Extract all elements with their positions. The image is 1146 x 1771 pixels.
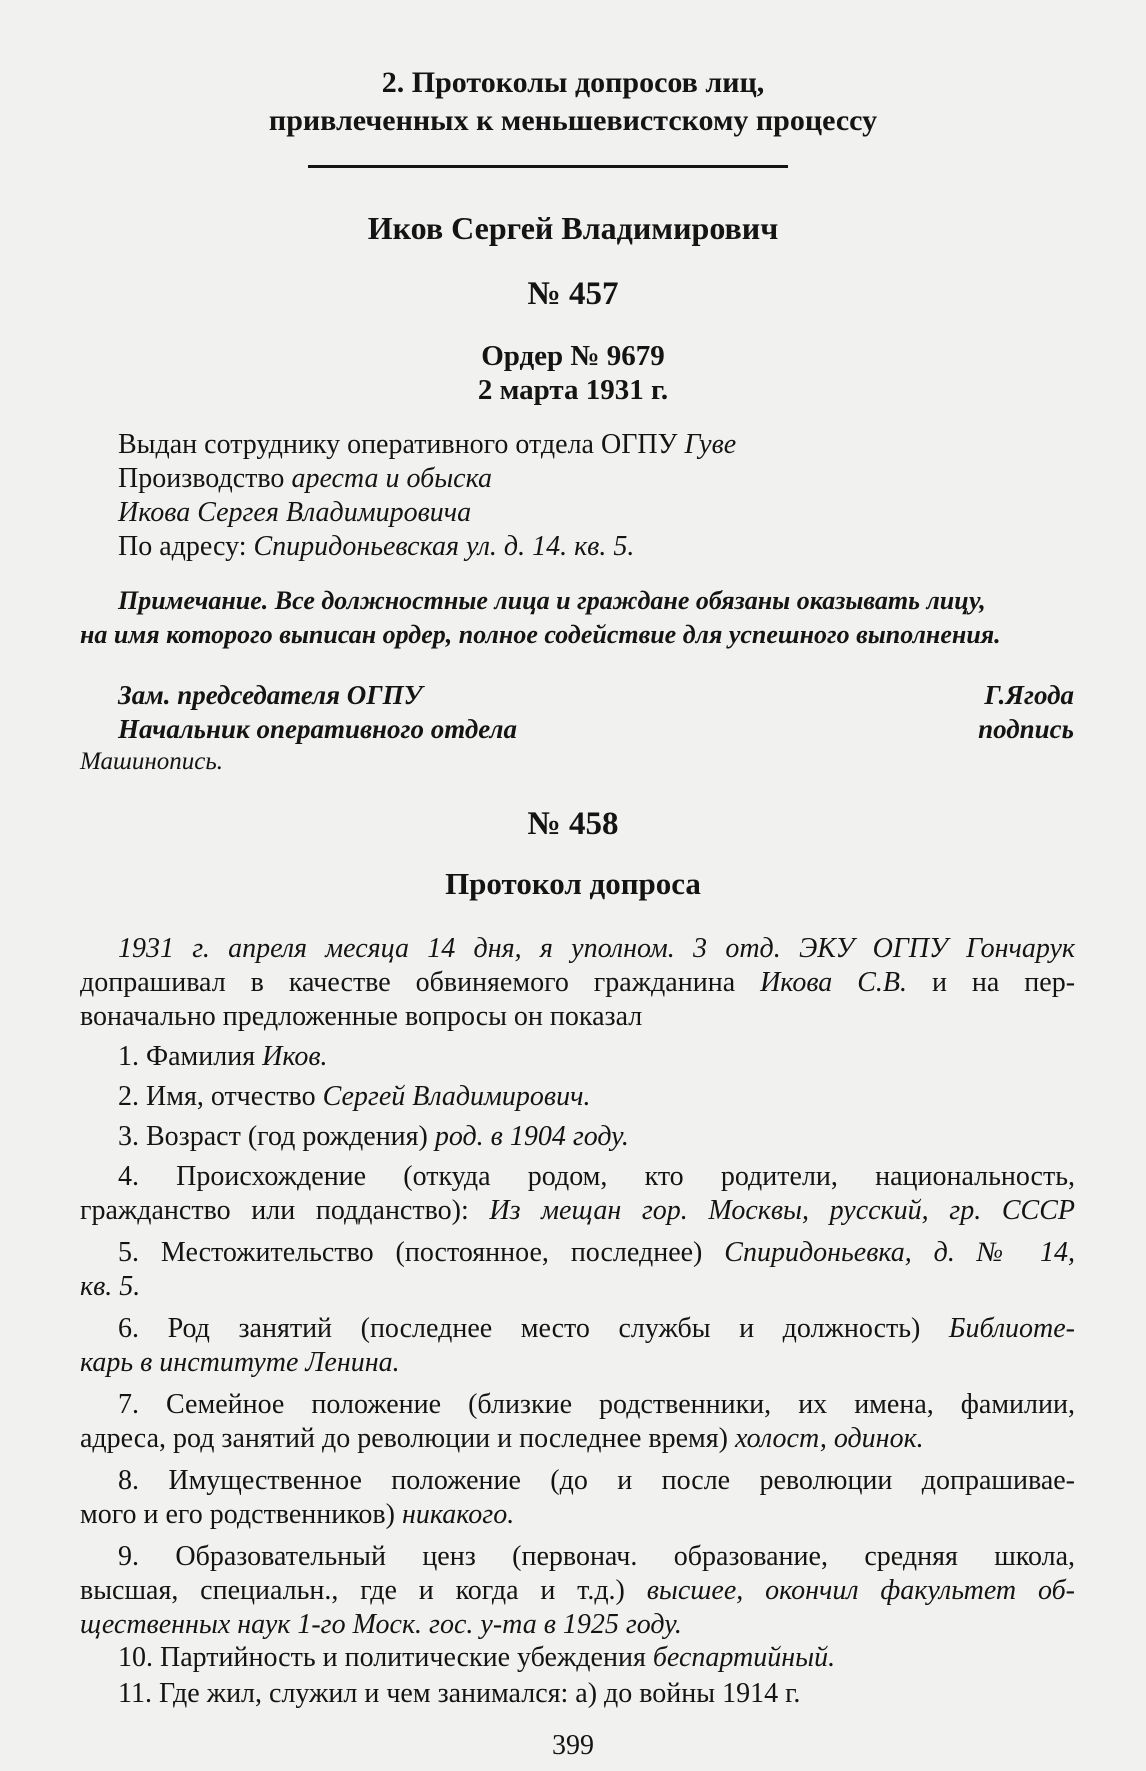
doc457-number: № 457	[527, 276, 619, 312]
signature1-name: Г.Ягода	[984, 680, 1074, 710]
question-9-line2: высшая, специальн., где и когда и т.д.) высшее, окончил факультет об-	[80, 1575, 1075, 1606]
order-date: 2 марта 1931 г.	[477, 374, 669, 406]
doc458-number: № 458	[527, 806, 619, 842]
question-8-line1: 8. Имущественное положение (до и после революции допрашивае-	[118, 1465, 1075, 1496]
question-3: 3. Возраст (год рождения) род. в 1904 году.	[118, 1121, 629, 1152]
question-9-line3: щественных наук 1-го Моск. гос. у-та в 1925 году.	[80, 1609, 682, 1640]
signature2-name: подпись	[978, 714, 1074, 744]
intro-line3: воначально предложенные вопросы он показал	[80, 1001, 643, 1032]
question-9-line1: 9. Образовательный ценз (первонач. образование, средняя школа,	[118, 1541, 1075, 1572]
signature1-role: Зам. председателя ОГПУ	[118, 680, 423, 710]
note-line1: Примечание. Все должностные лица и граждане обязаны оказывать лицу,	[118, 586, 986, 615]
issued-line: Выдан сотруднику оперативного отдела ОГПУ Гуве	[118, 429, 737, 460]
order-number: Ордер № 9679	[481, 340, 665, 372]
production-line: Производство ареста и обыска	[118, 463, 492, 494]
question-7-line2: адреса, род занятий до революции и последнее время) холост, одинок.	[80, 1423, 924, 1454]
question-4-line2: гражданство или подданство): Из мещан гор. Москвы, русский, гр. СССР	[80, 1195, 1076, 1226]
address-line: По адресу: Спиридоньевская ул. д. 14. кв. 5.	[118, 531, 635, 562]
title-divider	[308, 165, 788, 168]
signature2-role: Начальник оперативного отдела	[118, 714, 517, 744]
question-8-line2: мого и его родственников) никакого.	[80, 1499, 515, 1530]
section-title-line1: 2. Протоколы допросов лиц,	[381, 66, 765, 99]
person-name: Иков Сергей Владимирович	[367, 210, 779, 246]
question-7-line1: 7. Семейное положение (близкие родственники, их имена, фамилии,	[118, 1389, 1075, 1420]
intro-line2: допрашивал в качестве обвиняемого гражданина Икова С.В. и на пер-	[80, 967, 1076, 998]
question-11: 11. Где жил, служил и чем занимался: а) до войны 1914 г.	[118, 1678, 801, 1709]
question-5-line1: 5. Местожительство (постоянное, последнее) Спиридоньевка, д. № 14,	[118, 1237, 1075, 1268]
question-4-line1: 4. Происхождение (откуда родом, кто родители, национальность,	[118, 1161, 1075, 1192]
question-1: 1. Фамилия Иков.	[118, 1041, 328, 1072]
intro-line1: 1931 г. апреля месяца 14 дня, я уполном. 3 отд. ЭКУ ОГПУ Гончарук	[118, 933, 1075, 964]
question-2: 2. Имя, отчество Сергей Владимирович.	[118, 1081, 591, 1112]
question-5-line2: кв. 5.	[80, 1271, 141, 1302]
section-title-line2: привлеченных к меньшевистскому процессу	[268, 104, 878, 137]
question-6-line2: карь в институте Ленина.	[80, 1347, 400, 1378]
note-line2: на имя которого выписан ордер, полное содействие для успешного выполнения.	[80, 620, 1001, 649]
typed-remark: Машинопись.	[80, 748, 223, 775]
page-number: 399	[552, 1730, 594, 1761]
question-6-line1: 6. Род занятий (последнее место службы и должность) Библиоте-	[118, 1313, 1076, 1344]
protocol-title: Протокол допроса	[445, 866, 701, 901]
question-10: 10. Партийность и политические убеждения беспартийный.	[118, 1642, 836, 1673]
subject-line: Икова Сергея Владимировича	[118, 497, 472, 528]
